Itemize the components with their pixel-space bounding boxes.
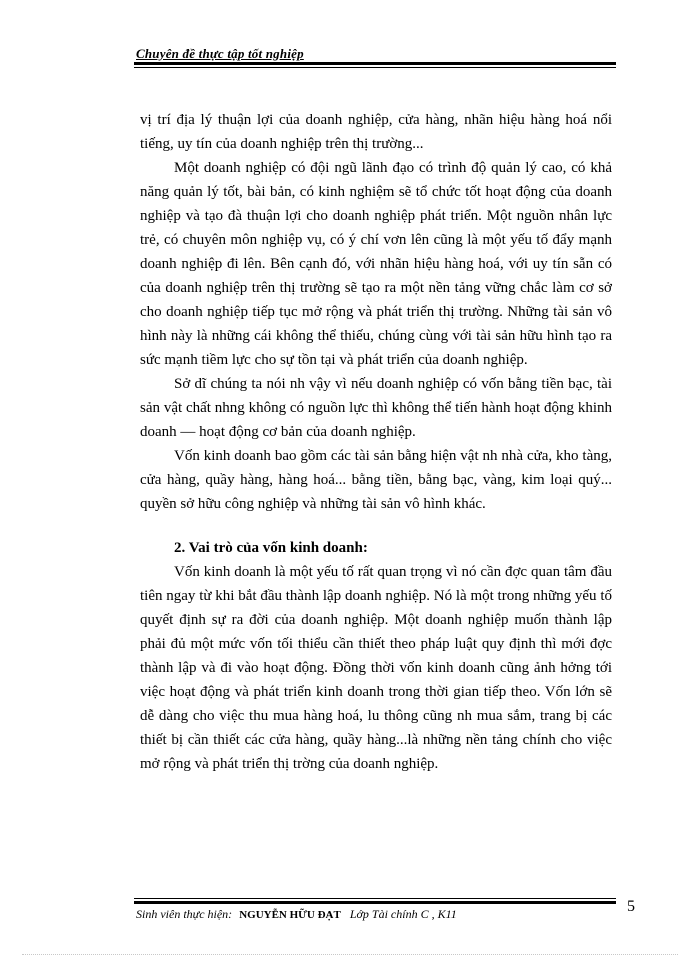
footer-student-name: NGUYỄN HỮU ĐẠT — [239, 909, 341, 921]
footer-class-info: Lớp Tài chính C , K11 — [349, 907, 457, 921]
page-number: 5 — [627, 898, 635, 915]
document-body — [140, 108, 612, 776]
footer-double-rule — [134, 898, 616, 904]
body-paragraph: Vốn kinh doanh là một yếu tố rất quan trọng vì nó cần đợc quan tâm đầu tiên ngay từ khi bắt đầu thành lập doanh nghiệp. Nó là một trong những yếu tố quyết định sự ra đời của doanh nghiệp. Một doanh nghiệp muốn thành lập phải đủ một mức vốn tối thiểu cần thiết theo pháp luật quy định thì mới đợc thành lập và đi vào hoạt động. Đồng thời vốn kinh doanh cũng ảnh hởng tới việc hoạt động và phát triển kinh doanh trong thời gian tiếp theo. Vốn lớn sẽ dễ dàng cho việc thu mua hàng hoá, lu thông cũng nh mua sắm, trang bị các thiết bị cần thiết các cửa hàng, quầy hàng...là những nền tảng chính cho việc mở rộng và phát triển thị trờng của doanh nghiệp. — [140, 564, 612, 772]
body-paragraph: Sở dĩ chúng ta nói nh vậy vì nếu doanh nghiệp có vốn bằng tiền bạc, tài sản vật chất nhng không có nguồn lực thì không thể tiến hành hoạt động khinh doanh — hoạt động cơ bản của doanh nghiệp. — [140, 376, 612, 440]
footer-label: Sinh viên thực hiện: — [136, 907, 233, 921]
page-edge-divider — [22, 954, 678, 955]
section-heading: 2. Vai trò của vốn kinh doanh: — [174, 540, 368, 556]
document-footer — [136, 907, 457, 922]
body-paragraph: vị trí địa lý thuận lợi của doanh nghiệp, cửa hàng, nhãn hiệu hàng hoá nổi tiếng, uy tín của doanh nghiệp trên thị trường... — [140, 112, 612, 152]
body-paragraph: Một doanh nghiệp có đội ngũ lãnh đạo có trình độ quản lý cao, có khả năng quản lý tốt, bài bản, có kinh nghiệm sẽ tổ chức tốt hoạt động của doanh nghiệp và tạo đà thuận lợi cho doanh nghiệp phát triển. Một nguồn nhân lực trẻ, có chuyên môn nghiệp vụ, có ý chí vơn lên cũng là một yếu tố đẩy mạnh doanh nghiệp đi lên. Bên cạnh đó, với nhãn hiệu hàng hoá, với uy tín sẵn có của doanh nghiệp trên thị trường sẽ tạo ra một nền tảng vững chắc làm cơ sở cho doanh nghiệp tiếp tục mở rộng và phát triển thị trường. Những tài sản vô hình này là những cái không thể thiếu, chúng cùng với tài sản hữu hình tạo ra sức mạnh tiềm lực cho sự tồn tại và phát triển của doanh nghiệp. — [140, 160, 612, 368]
header-double-rule — [134, 62, 616, 68]
document-header-title: Chuyên đề thực tập tốt nghiệp — [136, 46, 304, 61]
body-paragraph: Vốn kinh doanh bao gồm các tài sản bằng hiện vật nh nhà cửa, kho tàng, cửa hàng, quầy hàng, hàng hoá... bằng tiền, bằng bạc, vàng, kim loại quý... quyền sở hữu công nghiệp và những tài sản vô hình khác. — [140, 448, 612, 512]
